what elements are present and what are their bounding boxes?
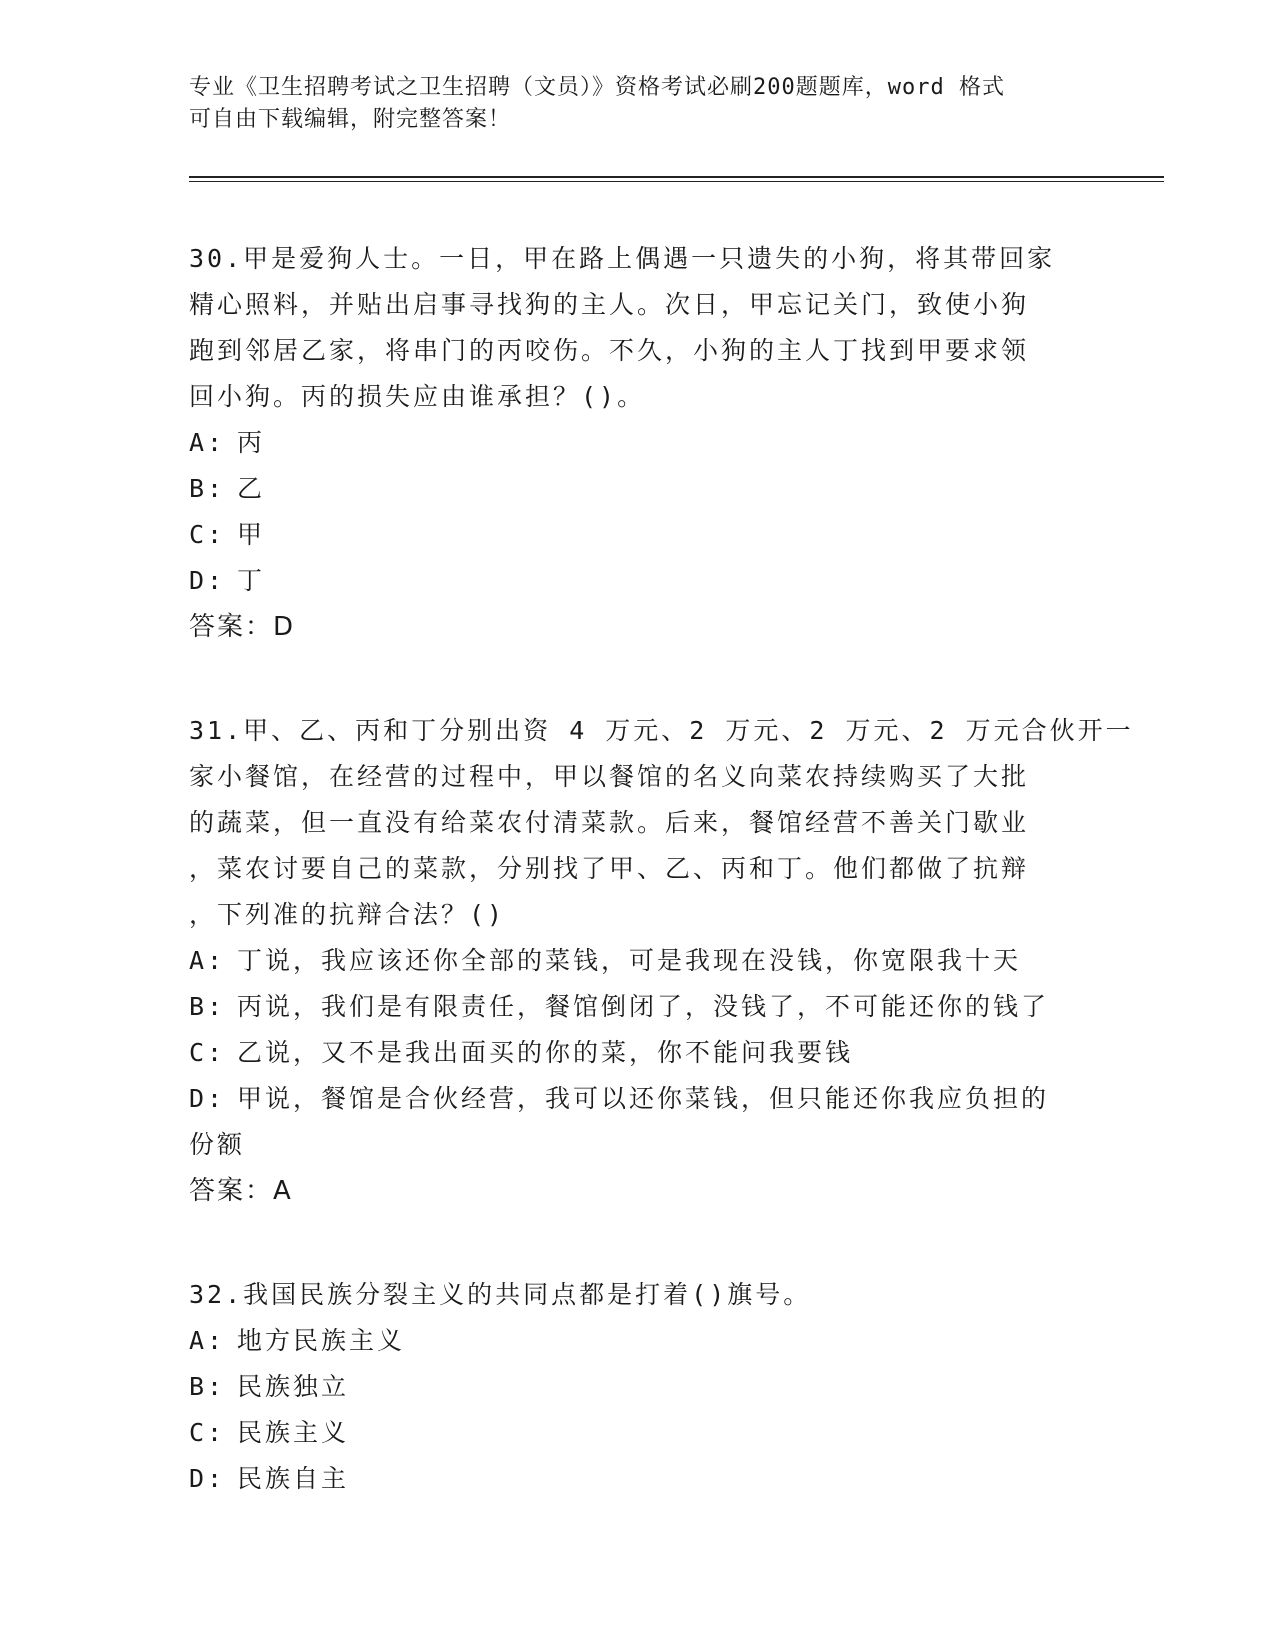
option-letter: D: [189,1084,226,1113]
stem-line: ，下列准的抗辩合法？() [189,900,506,929]
option-letter: B: [189,474,226,503]
option-letter: A: [189,1326,226,1355]
option-text: 民族自主 [237,1464,350,1493]
stem-line: 30.甲是爱狗人士。一日，甲在路上偶遇一只遗失的小狗，将其带回家 [189,244,1056,273]
option-d [189,1076,1109,1122]
option-d [189,1456,1109,1502]
option-letter: C: [189,1418,226,1447]
stem-line: 31.甲、乙、丙和丁分别出资 4 万元、2 万元、2 万元、2 万元合伙开一 [189,716,1134,745]
option-text: 民族主义 [237,1418,350,1447]
stem-line: ，菜农讨要自己的菜款，分别找了甲、乙、丙和丁。他们都做了抗辩 [189,854,1030,883]
option-text: 甲 [237,520,266,549]
header-rule-thick [189,176,1164,178]
header-rule-thin [189,181,1164,182]
header-line-1: 专业《卫生招聘考试之卫生招聘（文员）》资格考试必刷200题题库，word 格式 [189,75,1005,100]
option-text: 地方民族主义 [237,1326,406,1355]
option-c [189,1410,1109,1456]
answer-label: 答案：D [189,612,296,642]
option-letter: D: [189,566,226,595]
option-letter: B: [189,1372,226,1401]
option-text: 丙 [237,428,266,457]
question-31 [189,708,1134,1214]
option-d [189,558,1109,604]
answer-label: 答案：A [189,1176,293,1206]
question-stem [189,236,1109,420]
option-text: 乙 [237,474,266,503]
question-stem [189,708,1134,938]
question-stem [189,1272,1109,1318]
option-a [189,420,1109,466]
option-d-continuation: 份额 [189,1130,246,1159]
option-c [189,1030,1109,1076]
option-a [189,1318,1109,1364]
stem-line: 跑到邻居乙家，将串门的丙咬伤。不久，小狗的主人丁找到甲要求领 [189,336,1030,365]
option-letter: D: [189,1464,226,1493]
option-a [189,938,1109,984]
option-b [189,984,1109,1030]
option-c [189,512,1109,558]
question-32 [189,1272,1109,1502]
option-text: 丁说，我应该还你全部的菜钱，可是我现在没钱，你宽限我十天 [237,946,1022,975]
option-text: 乙说，又不是我出面买的你的菜，你不能问我要钱 [237,1038,854,1067]
document-header [189,72,1089,136]
option-text: 丙说，我们是有限责任，餐馆倒闭了，没钱了，不可能还你的钱了 [237,992,1050,1021]
option-text: 丁 [237,566,266,595]
stem-line: 回小狗。丙的损失应由谁承担？()。 [189,382,646,411]
stem-line: 的蔬菜，但一直没有给菜农付清菜款。后来，餐馆经营不善关门歇业 [189,808,1030,837]
option-b [189,466,1109,512]
option-text: 甲说，餐馆是合伙经营，我可以还你菜钱，但只能还你我应负担的 [237,1084,1050,1113]
option-letter: C: [189,1038,226,1067]
header-line-2: 可自由下载编辑，附完整答案！ [189,107,512,132]
option-letter: A: [189,946,226,975]
option-letter: A: [189,428,226,457]
option-b [189,1364,1109,1410]
question-list [189,236,1134,1560]
question-30 [189,236,1109,650]
option-text: 民族独立 [237,1372,350,1401]
option-letter: B: [189,992,226,1021]
stem-line: 精心照料，并贴出启事寻找狗的主人。次日，甲忘记关门，致使小狗 [189,290,1030,319]
stem-line: 32.我国民族分裂主义的共同点都是打着()旗号。 [189,1280,812,1309]
stem-line: 家小餐馆，在经营的过程中，甲以餐馆的名义向菜农持续购买了大批 [189,762,1030,791]
option-letter: C: [189,520,226,549]
